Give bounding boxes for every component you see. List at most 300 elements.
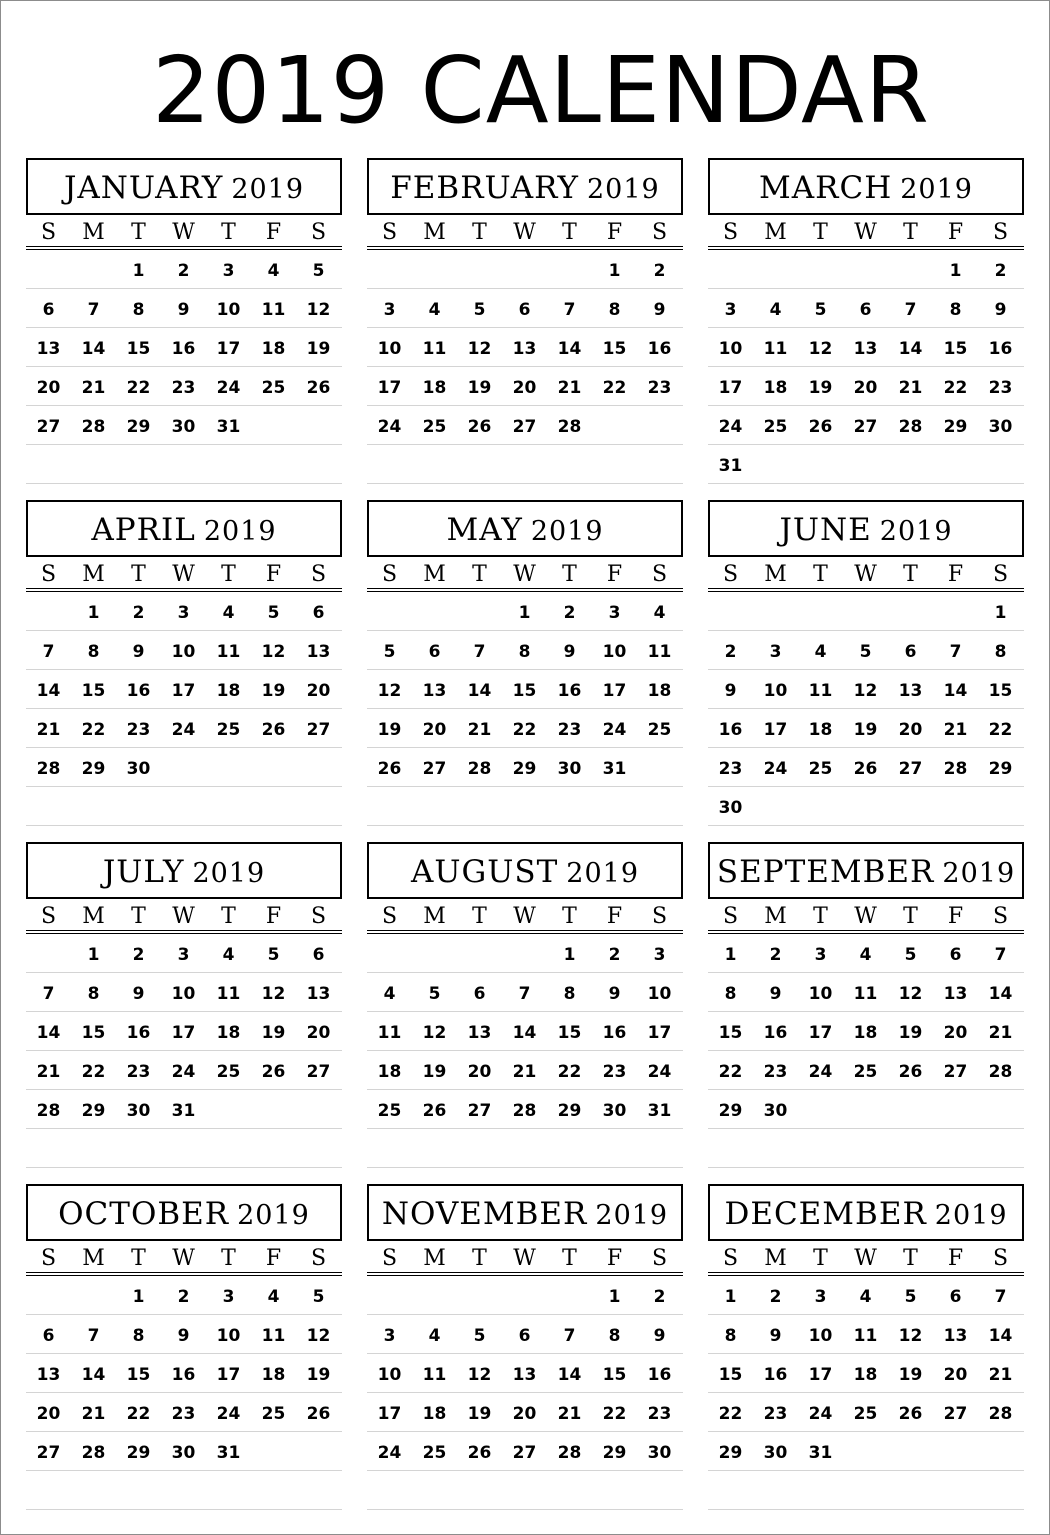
week-row <box>26 974 342 1012</box>
week-row <box>367 1277 683 1315</box>
day-cell: 7 <box>904 300 917 320</box>
day-cell <box>547 788 592 825</box>
weekday-label: T <box>221 220 236 245</box>
weekday-label: W <box>172 220 195 245</box>
day-cell: 4 <box>222 945 235 965</box>
day-cell: 2 <box>563 603 576 623</box>
week-row <box>708 788 1024 826</box>
week-row <box>26 1013 342 1051</box>
day-cell <box>26 788 71 825</box>
week-row <box>708 1472 1024 1510</box>
day-cell: 28 <box>512 1101 537 1121</box>
day-cell: 16 <box>763 1023 788 1043</box>
weekday-label: F <box>265 562 282 587</box>
day-cell <box>843 1433 888 1473</box>
day-cell: 8 <box>994 642 1007 662</box>
day-cell: 25 <box>853 1062 878 1082</box>
day-cell: 6 <box>312 945 325 965</box>
day-cell <box>457 593 502 633</box>
day-cell <box>888 1472 933 1509</box>
day-cell: 3 <box>383 300 396 320</box>
days-grid <box>708 593 1024 826</box>
day-cell <box>502 446 547 483</box>
day-cell <box>206 1091 251 1131</box>
day-cell: 8 <box>724 984 737 1004</box>
day-cell <box>753 593 798 633</box>
day-cell: 23 <box>647 378 672 398</box>
day-cell: 27 <box>306 1062 331 1082</box>
day-cell: 8 <box>949 300 962 320</box>
day-cell <box>71 1472 116 1509</box>
day-cell <box>26 251 71 291</box>
day-cell: 2 <box>132 945 145 965</box>
month-header <box>367 500 683 557</box>
day-cell: 26 <box>898 1062 923 1082</box>
day-cell: 18 <box>261 1365 286 1385</box>
day-cell: 21 <box>512 1062 537 1082</box>
week-row <box>367 1130 683 1168</box>
days-grid <box>708 1277 1024 1510</box>
day-cell: 27 <box>853 417 878 437</box>
month-year: 2019 <box>879 516 953 547</box>
day-cell: 26 <box>306 1404 331 1424</box>
day-cell: 11 <box>377 1023 402 1043</box>
day-cell <box>753 1130 798 1167</box>
day-cell: 30 <box>171 1443 196 1463</box>
day-cell: 13 <box>512 1365 537 1385</box>
weekday-label: S <box>722 1246 739 1271</box>
day-cell: 21 <box>557 1404 582 1424</box>
weekday-label: F <box>947 1246 964 1271</box>
day-cell: 4 <box>769 300 782 320</box>
day-cell: 11 <box>216 642 241 662</box>
day-cell: 28 <box>81 1443 106 1463</box>
day-cell <box>888 1433 933 1473</box>
day-cell <box>637 446 682 483</box>
week-row <box>708 368 1024 406</box>
day-cell: 13 <box>36 339 61 359</box>
day-cell <box>888 1091 933 1131</box>
day-cell: 2 <box>724 642 737 662</box>
day-cell: 19 <box>261 681 286 701</box>
day-cell <box>753 446 798 486</box>
day-cell <box>798 251 843 291</box>
day-cell: 24 <box>602 720 627 740</box>
month-march <box>708 158 1025 500</box>
day-cell: 15 <box>988 681 1013 701</box>
day-cell <box>502 935 547 975</box>
week-row <box>708 251 1024 289</box>
day-cell: 3 <box>814 1287 827 1307</box>
week-row <box>708 446 1024 484</box>
week-row <box>367 749 683 787</box>
day-cell: 16 <box>126 681 151 701</box>
month-header <box>708 1184 1024 1241</box>
day-cell: 9 <box>177 1326 190 1346</box>
day-cell <box>457 1472 502 1509</box>
day-cell <box>251 1130 296 1167</box>
day-cell: 18 <box>763 378 788 398</box>
day-cell: 2 <box>608 945 621 965</box>
month-year: 2019 <box>192 858 266 889</box>
day-cell: 14 <box>988 1326 1013 1346</box>
day-cell: 9 <box>608 984 621 1004</box>
weekday-label: T <box>131 220 146 245</box>
week-row <box>367 593 683 631</box>
month-header <box>367 842 683 899</box>
weekday-label: S <box>40 1246 57 1271</box>
day-cell: 26 <box>853 759 878 779</box>
day-cell <box>502 1277 547 1317</box>
week-row <box>367 710 683 748</box>
week-row <box>367 446 683 484</box>
day-cell: 25 <box>216 720 241 740</box>
day-cell <box>251 407 296 447</box>
month-header <box>26 1184 342 1241</box>
weekday-header-row <box>26 1242 342 1276</box>
day-cell: 27 <box>306 720 331 740</box>
day-cell: 29 <box>943 417 968 437</box>
week-row <box>26 446 342 484</box>
day-cell: 28 <box>898 417 923 437</box>
day-cell: 25 <box>261 1404 286 1424</box>
day-cell: 8 <box>563 984 576 1004</box>
week-row <box>708 290 1024 328</box>
day-cell <box>412 1130 457 1167</box>
day-cell <box>296 446 341 483</box>
day-cell <box>251 446 296 483</box>
month-year: 2019 <box>231 174 305 205</box>
day-cell: 11 <box>216 984 241 1004</box>
weekday-header-row <box>26 900 342 934</box>
day-cell: 15 <box>718 1365 743 1385</box>
day-cell <box>457 1130 502 1167</box>
day-cell: 19 <box>261 1023 286 1043</box>
day-cell: 18 <box>377 1062 402 1082</box>
day-cell <box>206 788 251 825</box>
day-cell: 11 <box>763 339 788 359</box>
weekday-label: F <box>265 904 282 929</box>
day-cell: 6 <box>949 1287 962 1307</box>
week-row <box>708 749 1024 787</box>
day-cell: 14 <box>36 1023 61 1043</box>
day-cell <box>798 788 843 828</box>
weekday-label: T <box>221 562 236 587</box>
month-september <box>708 842 1025 1184</box>
day-cell <box>637 788 682 825</box>
day-cell: 11 <box>647 642 672 662</box>
day-cell: 31 <box>808 1443 833 1463</box>
week-row <box>367 788 683 826</box>
day-cell: 10 <box>216 1326 241 1346</box>
weekday-label: M <box>764 220 787 245</box>
week-row <box>708 1277 1024 1315</box>
month-january <box>26 158 343 500</box>
day-cell: 21 <box>81 1404 106 1424</box>
day-cell: 21 <box>557 378 582 398</box>
week-row <box>26 1277 342 1315</box>
month-header <box>708 158 1024 215</box>
day-cell <box>296 407 341 447</box>
day-cell: 6 <box>859 300 872 320</box>
day-cell: 25 <box>422 1443 447 1463</box>
day-cell: 21 <box>898 378 923 398</box>
week-row <box>708 1355 1024 1393</box>
week-row <box>708 1130 1024 1168</box>
weekday-label: W <box>513 1246 536 1271</box>
day-cell <box>933 788 978 828</box>
weekday-label: M <box>764 562 787 587</box>
month-october <box>26 1184 343 1526</box>
day-cell: 21 <box>36 720 61 740</box>
day-cell: 26 <box>261 720 286 740</box>
month-name: AUGUST <box>410 854 559 890</box>
week-row <box>708 1013 1024 1051</box>
weekday-label: M <box>82 1246 105 1271</box>
day-cell <box>843 788 888 828</box>
day-cell: 22 <box>557 1062 582 1082</box>
weekday-label: M <box>764 1246 787 1271</box>
weekday-label: S <box>381 904 398 929</box>
day-cell: 4 <box>653 603 666 623</box>
day-cell: 27 <box>898 759 923 779</box>
day-cell <box>798 1091 843 1131</box>
weekday-header-row <box>708 1242 1024 1276</box>
day-cell: 16 <box>557 681 582 701</box>
day-cell: 27 <box>36 417 61 437</box>
week-row <box>367 329 683 367</box>
day-cell: 7 <box>42 642 55 662</box>
day-cell: 11 <box>261 300 286 320</box>
day-cell <box>457 446 502 483</box>
day-cell: 13 <box>422 681 447 701</box>
weekday-label: S <box>381 1246 398 1271</box>
day-cell <box>71 251 116 291</box>
weekday-label: T <box>562 904 577 929</box>
day-cell: 19 <box>467 378 492 398</box>
days-grid <box>367 935 683 1168</box>
day-cell: 22 <box>512 720 537 740</box>
day-cell <box>978 1130 1023 1167</box>
weekday-label: M <box>82 220 105 245</box>
day-cell <box>26 935 71 975</box>
day-cell: 12 <box>808 339 833 359</box>
week-row <box>26 1472 342 1510</box>
weekday-label: M <box>423 562 446 587</box>
day-cell: 12 <box>467 339 492 359</box>
week-row <box>26 1130 342 1168</box>
day-cell: 29 <box>557 1101 582 1121</box>
day-cell: 1 <box>994 603 1007 623</box>
month-may <box>367 500 684 842</box>
weekday-label: M <box>764 904 787 929</box>
week-row <box>26 593 342 631</box>
weekday-label: T <box>903 1246 918 1271</box>
day-cell <box>71 788 116 825</box>
day-cell <box>457 935 502 975</box>
day-cell: 25 <box>647 720 672 740</box>
day-cell: 13 <box>943 984 968 1004</box>
day-cell: 12 <box>853 681 878 701</box>
week-row <box>708 1394 1024 1432</box>
day-cell <box>367 1277 412 1317</box>
day-cell: 25 <box>763 417 788 437</box>
day-cell: 6 <box>428 642 441 662</box>
day-cell: 13 <box>36 1365 61 1385</box>
day-cell <box>412 1472 457 1509</box>
day-cell <box>26 1472 71 1509</box>
day-cell: 12 <box>377 681 402 701</box>
day-cell: 8 <box>724 1326 737 1346</box>
day-cell: 18 <box>647 681 672 701</box>
day-cell: 13 <box>853 339 878 359</box>
weekday-header-row <box>367 1242 683 1276</box>
day-cell: 23 <box>602 1062 627 1082</box>
weekday-label: S <box>310 1246 327 1271</box>
day-cell: 19 <box>853 720 878 740</box>
day-cell: 9 <box>177 300 190 320</box>
day-cell <box>798 1472 843 1509</box>
week-row <box>367 1091 683 1129</box>
day-cell: 8 <box>608 1326 621 1346</box>
day-cell <box>161 1472 206 1509</box>
day-cell <box>502 1472 547 1509</box>
day-cell: 30 <box>763 1101 788 1121</box>
day-cell <box>296 749 341 789</box>
day-cell: 22 <box>988 720 1013 740</box>
day-cell: 22 <box>602 378 627 398</box>
day-cell: 24 <box>377 1443 402 1463</box>
day-cell: 20 <box>512 1404 537 1424</box>
weekday-header-row <box>367 216 683 250</box>
week-row <box>26 671 342 709</box>
day-cell: 15 <box>126 1365 151 1385</box>
day-cell <box>708 593 753 633</box>
day-cell: 7 <box>518 984 531 1004</box>
day-cell: 14 <box>81 1365 106 1385</box>
day-cell: 31 <box>216 417 241 437</box>
day-cell: 2 <box>132 603 145 623</box>
day-cell: 4 <box>383 984 396 1004</box>
day-cell: 26 <box>306 378 331 398</box>
days-grid <box>26 593 342 826</box>
day-cell: 23 <box>763 1404 788 1424</box>
day-cell: 8 <box>132 1326 145 1346</box>
day-cell: 4 <box>428 300 441 320</box>
weekday-label: W <box>513 562 536 587</box>
days-grid <box>26 251 342 484</box>
day-cell: 27 <box>943 1062 968 1082</box>
day-cell: 23 <box>763 1062 788 1082</box>
day-cell: 21 <box>467 720 492 740</box>
day-cell: 31 <box>171 1101 196 1121</box>
day-cell <box>843 446 888 486</box>
day-cell: 15 <box>718 1023 743 1043</box>
day-cell <box>502 1130 547 1167</box>
day-cell: 24 <box>808 1404 833 1424</box>
weekday-label: T <box>903 904 918 929</box>
day-cell: 2 <box>177 261 190 281</box>
week-row <box>708 1052 1024 1090</box>
weekday-label: T <box>131 562 146 587</box>
day-cell: 6 <box>518 1326 531 1346</box>
day-cell: 22 <box>718 1404 743 1424</box>
day-cell: 23 <box>988 378 1013 398</box>
day-cell: 10 <box>377 339 402 359</box>
day-cell <box>412 935 457 975</box>
weekday-label: W <box>854 220 877 245</box>
day-cell <box>978 1472 1023 1509</box>
day-cell: 16 <box>171 1365 196 1385</box>
week-row <box>26 1433 342 1471</box>
day-cell: 29 <box>602 1443 627 1463</box>
day-cell <box>502 788 547 825</box>
day-cell: 10 <box>718 339 743 359</box>
day-cell: 17 <box>763 720 788 740</box>
day-cell: 26 <box>808 417 833 437</box>
day-cell <box>933 446 978 486</box>
day-cell <box>116 788 161 825</box>
day-cell <box>637 749 682 789</box>
month-name: JANUARY <box>63 170 224 206</box>
day-cell: 17 <box>171 681 196 701</box>
day-cell: 18 <box>853 1023 878 1043</box>
day-cell: 24 <box>171 1062 196 1082</box>
month-header <box>26 158 342 215</box>
weekday-label: T <box>813 562 828 587</box>
day-cell <box>547 1472 592 1509</box>
day-cell: 1 <box>608 1287 621 1307</box>
day-cell: 12 <box>898 984 923 1004</box>
weekday-header-row <box>367 558 683 592</box>
day-cell <box>798 593 843 633</box>
day-cell <box>412 1277 457 1317</box>
day-cell: 14 <box>512 1023 537 1043</box>
day-cell: 10 <box>377 1365 402 1385</box>
day-cell: 4 <box>267 1287 280 1307</box>
day-cell: 5 <box>267 603 280 623</box>
weekday-label: S <box>381 220 398 245</box>
day-cell: 12 <box>467 1365 492 1385</box>
day-cell: 7 <box>42 984 55 1004</box>
day-cell: 11 <box>853 1326 878 1346</box>
weekday-label: S <box>722 562 739 587</box>
day-cell: 23 <box>718 759 743 779</box>
month-year: 2019 <box>566 858 640 889</box>
day-cell: 5 <box>383 642 396 662</box>
day-cell: 22 <box>718 1062 743 1082</box>
day-cell: 8 <box>87 984 100 1004</box>
day-cell <box>843 1130 888 1167</box>
day-cell: 27 <box>512 417 537 437</box>
month-year: 2019 <box>237 1200 310 1231</box>
day-cell: 30 <box>602 1101 627 1121</box>
day-cell <box>161 1130 206 1167</box>
day-cell: 24 <box>377 417 402 437</box>
day-cell: 31 <box>647 1101 672 1121</box>
weekday-label: S <box>992 904 1009 929</box>
day-cell: 25 <box>261 378 286 398</box>
day-cell: 19 <box>422 1062 447 1082</box>
day-cell <box>637 407 682 447</box>
day-cell: 30 <box>171 417 196 437</box>
days-grid <box>367 1277 683 1510</box>
week-row <box>708 593 1024 631</box>
day-cell: 14 <box>557 339 582 359</box>
day-cell: 9 <box>769 1326 782 1346</box>
day-cell: 16 <box>647 1365 672 1385</box>
day-cell <box>547 251 592 291</box>
